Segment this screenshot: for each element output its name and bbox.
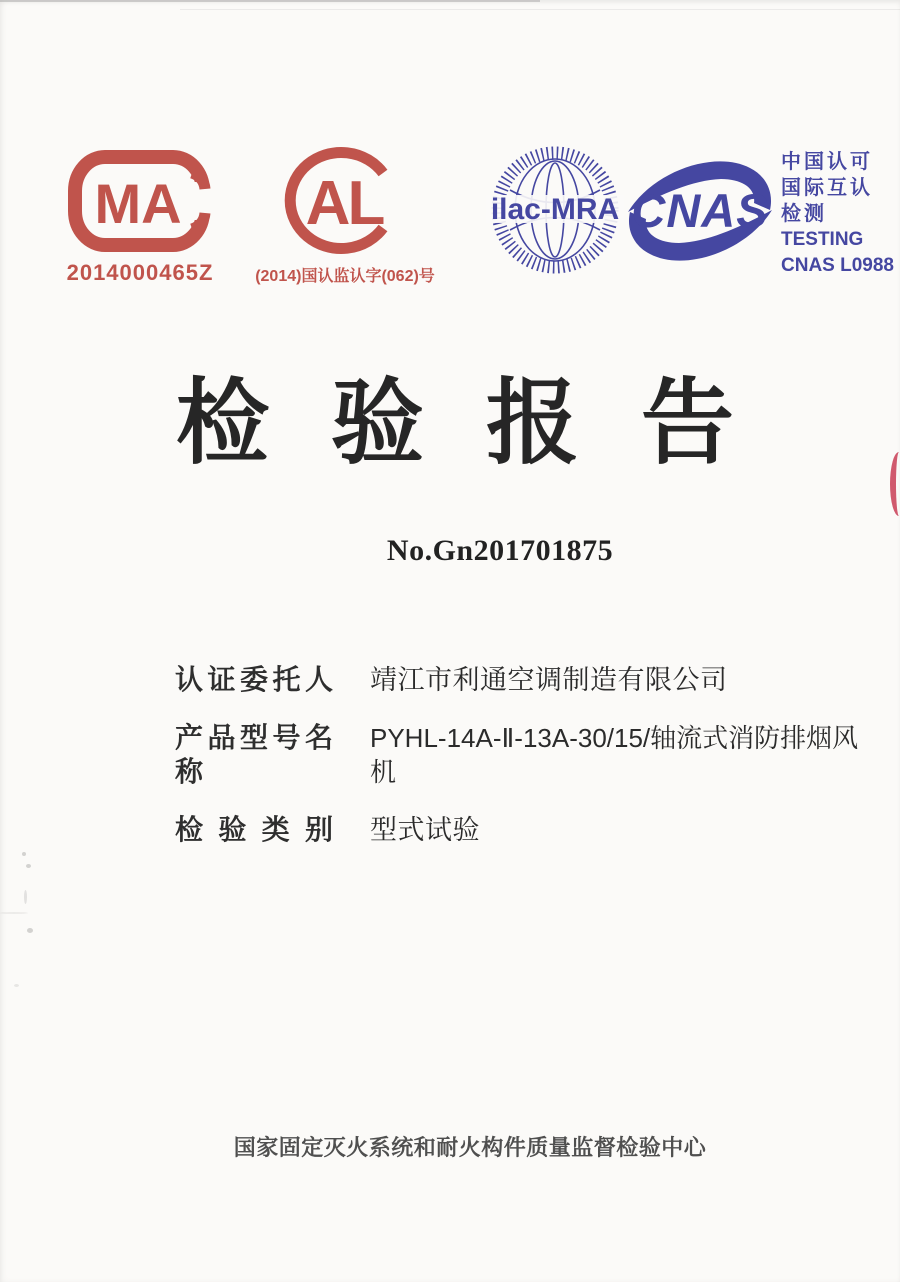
scan-smudge (24, 890, 27, 904)
cnas-logo-icon (622, 156, 778, 266)
ilac-mra-logo-icon (486, 141, 624, 279)
accreditation-line: 国际互认 (781, 177, 873, 199)
scan-smudge (26, 864, 31, 868)
field-value: PYHL-14A-Ⅱ-13A-30/15/轴流式消防排烟风机 (370, 723, 859, 787)
accreditation-line: 检测 (781, 203, 827, 225)
report-title: 检验报告 (176, 371, 796, 475)
field-label: 产品型号名称 (175, 722, 333, 787)
al-approval-number: (2014)国认监认字(062)号 (255, 268, 435, 285)
cma-certificate-number: 2014000465Z (66, 260, 214, 285)
cnas-label: CNAS (631, 184, 769, 237)
scan-edge-line (0, 0, 540, 2)
cma-logo-icon (66, 146, 214, 258)
red-ink-mark (890, 452, 900, 516)
issuing-organization: 国家固定灭火系统和耐火构件质量监督检验中心 (233, 1135, 707, 1160)
scan-smudge (14, 984, 19, 987)
report-number: No.Gn201701875 (386, 534, 614, 567)
accreditation-line: 中国认可 (781, 151, 873, 173)
field-row-test-category (175, 813, 875, 847)
field-label: 认证委托人 (175, 664, 333, 695)
scan-smudge (27, 928, 33, 933)
scan-edge-line (180, 9, 900, 10)
ilac-mra-label: ilac-MRA (490, 193, 620, 226)
field-row-applicant (175, 663, 875, 697)
scan-smudge (22, 852, 26, 856)
field-value: 靖江市利通空调制造有限公司 (370, 665, 728, 695)
al-logo-icon (282, 142, 410, 266)
accreditation-line: TESTING (781, 229, 864, 250)
accreditation-line: CNAS L0988 (781, 255, 894, 276)
cnas-accreditation-text (781, 149, 894, 279)
al-letters: AL (305, 169, 383, 238)
field-value: 型式试验 (370, 815, 480, 845)
field-label: 检验类别 (175, 814, 333, 845)
cma-letters: MA (94, 172, 182, 235)
report-fields (175, 663, 875, 871)
field-row-product-model (175, 721, 875, 789)
scan-smudge (0, 912, 28, 914)
